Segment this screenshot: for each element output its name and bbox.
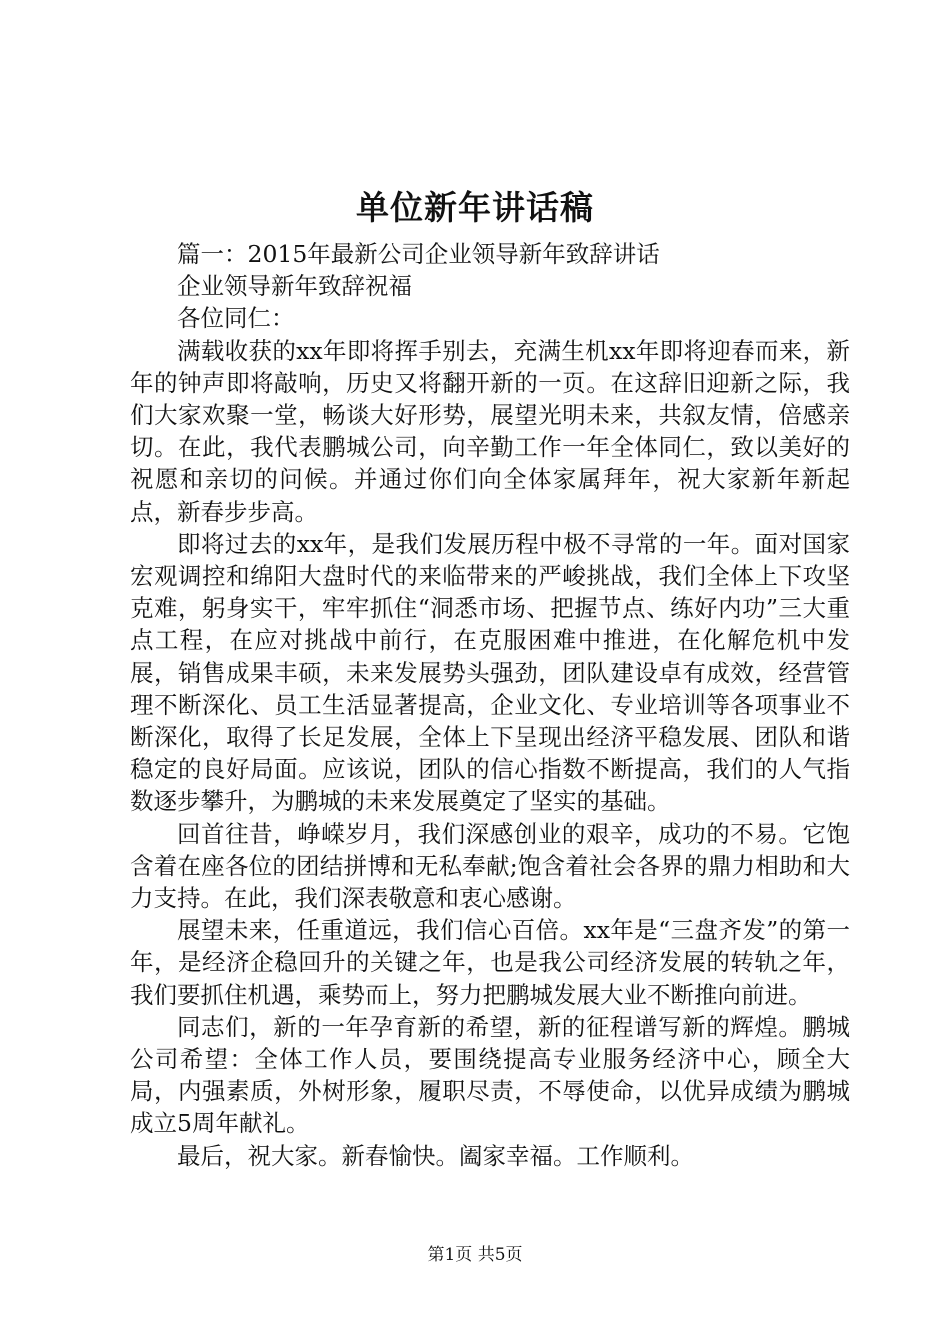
subheading: 企业领导新年致辞祝福 bbox=[177, 272, 412, 301]
salutation: 各位同仁： bbox=[177, 304, 295, 333]
page-number-footer: 第1页 共5页 bbox=[427, 1245, 523, 1265]
document-title: 单位新年讲话稿 bbox=[356, 188, 594, 227]
closing-paragraph: 最后，祝大家。新春愉快。阖家幸福。工作顺利。 bbox=[177, 1141, 694, 1170]
paragraph: 满载收获的xx年即将挥手别去，充满生机xx年即将迎春而来，新年的钟声即将敲响，历史又将翻开新的一页。在这辞旧迎新之际，我们大家欢聚一堂，畅谈大好形势，展望光明未来，共叙友情，倍感亲切。在此，我代表鹏城公司，向辛勤工作一年全体同仁，致以美好的祝愿和亲切的问候。并通过你们向全体家属拜年，祝大家新年新起点，新春步步高。 bbox=[130, 336, 850, 526]
section-heading: 篇一：2015年最新公司企业领导新年致辞讲话 bbox=[177, 240, 660, 268]
paragraph: 展望未来，任重道远，我们信心百倍。xx年是“三盘齐发”的第一年，是经济企稳回升的关键之年，也是我公司经济发展的转轨之年，我们要抓住机遇，乘势而上，努力把鹏城发展大业不断推向前进。 bbox=[130, 916, 850, 1009]
paragraph: 同志们，新的一年孕育新的希望，新的征程谱写新的辉煌。鹏城公司希望：全体工作人员，要围绕提高专业服务经济中心，顾全大局，内强素质，外树形象，履职尽责，不辱使命，以优异成绩为鹏城成立5周年献礼。 bbox=[130, 1012, 850, 1138]
paragraph: 即将过去的xx年，是我们发展历程中极不寻常的一年。面对国家宏观调控和绵阳大盘时代的来临带来的严峻挑战，我们全体上下攻坚克难，躬身实干，牢牢抓住“洞悉市场、把握节点、练好内功”三大重点工程，在应对挑战中前行，在克服困难中推进，在化解危机中发展，销售成果丰硕，未来发展势头强劲，团队建设卓有成效，经营管理不断深化、员工生活显著提高，企业文化、专业培训等各项事业不断深化，取得了长足发展，全体上下呈现出经济平稳发展、团队和谐稳定的良好局面。应该说，团队的信心指数不断提高，我们的人气指数逐步攀升，为鹏城的未来发展奠定了坚实的基础。 bbox=[130, 529, 850, 816]
document-body bbox=[130, 238, 850, 1172]
paragraph: 回首往昔，峥嵘岁月，我们深感创业的艰辛，成功的不易。它饱含着在座各位的团结拼博和无私奉献;饱含着社会各界的鼎力相助和大力支持。在此，我们深表敬意和衷心感谢。 bbox=[130, 819, 850, 913]
